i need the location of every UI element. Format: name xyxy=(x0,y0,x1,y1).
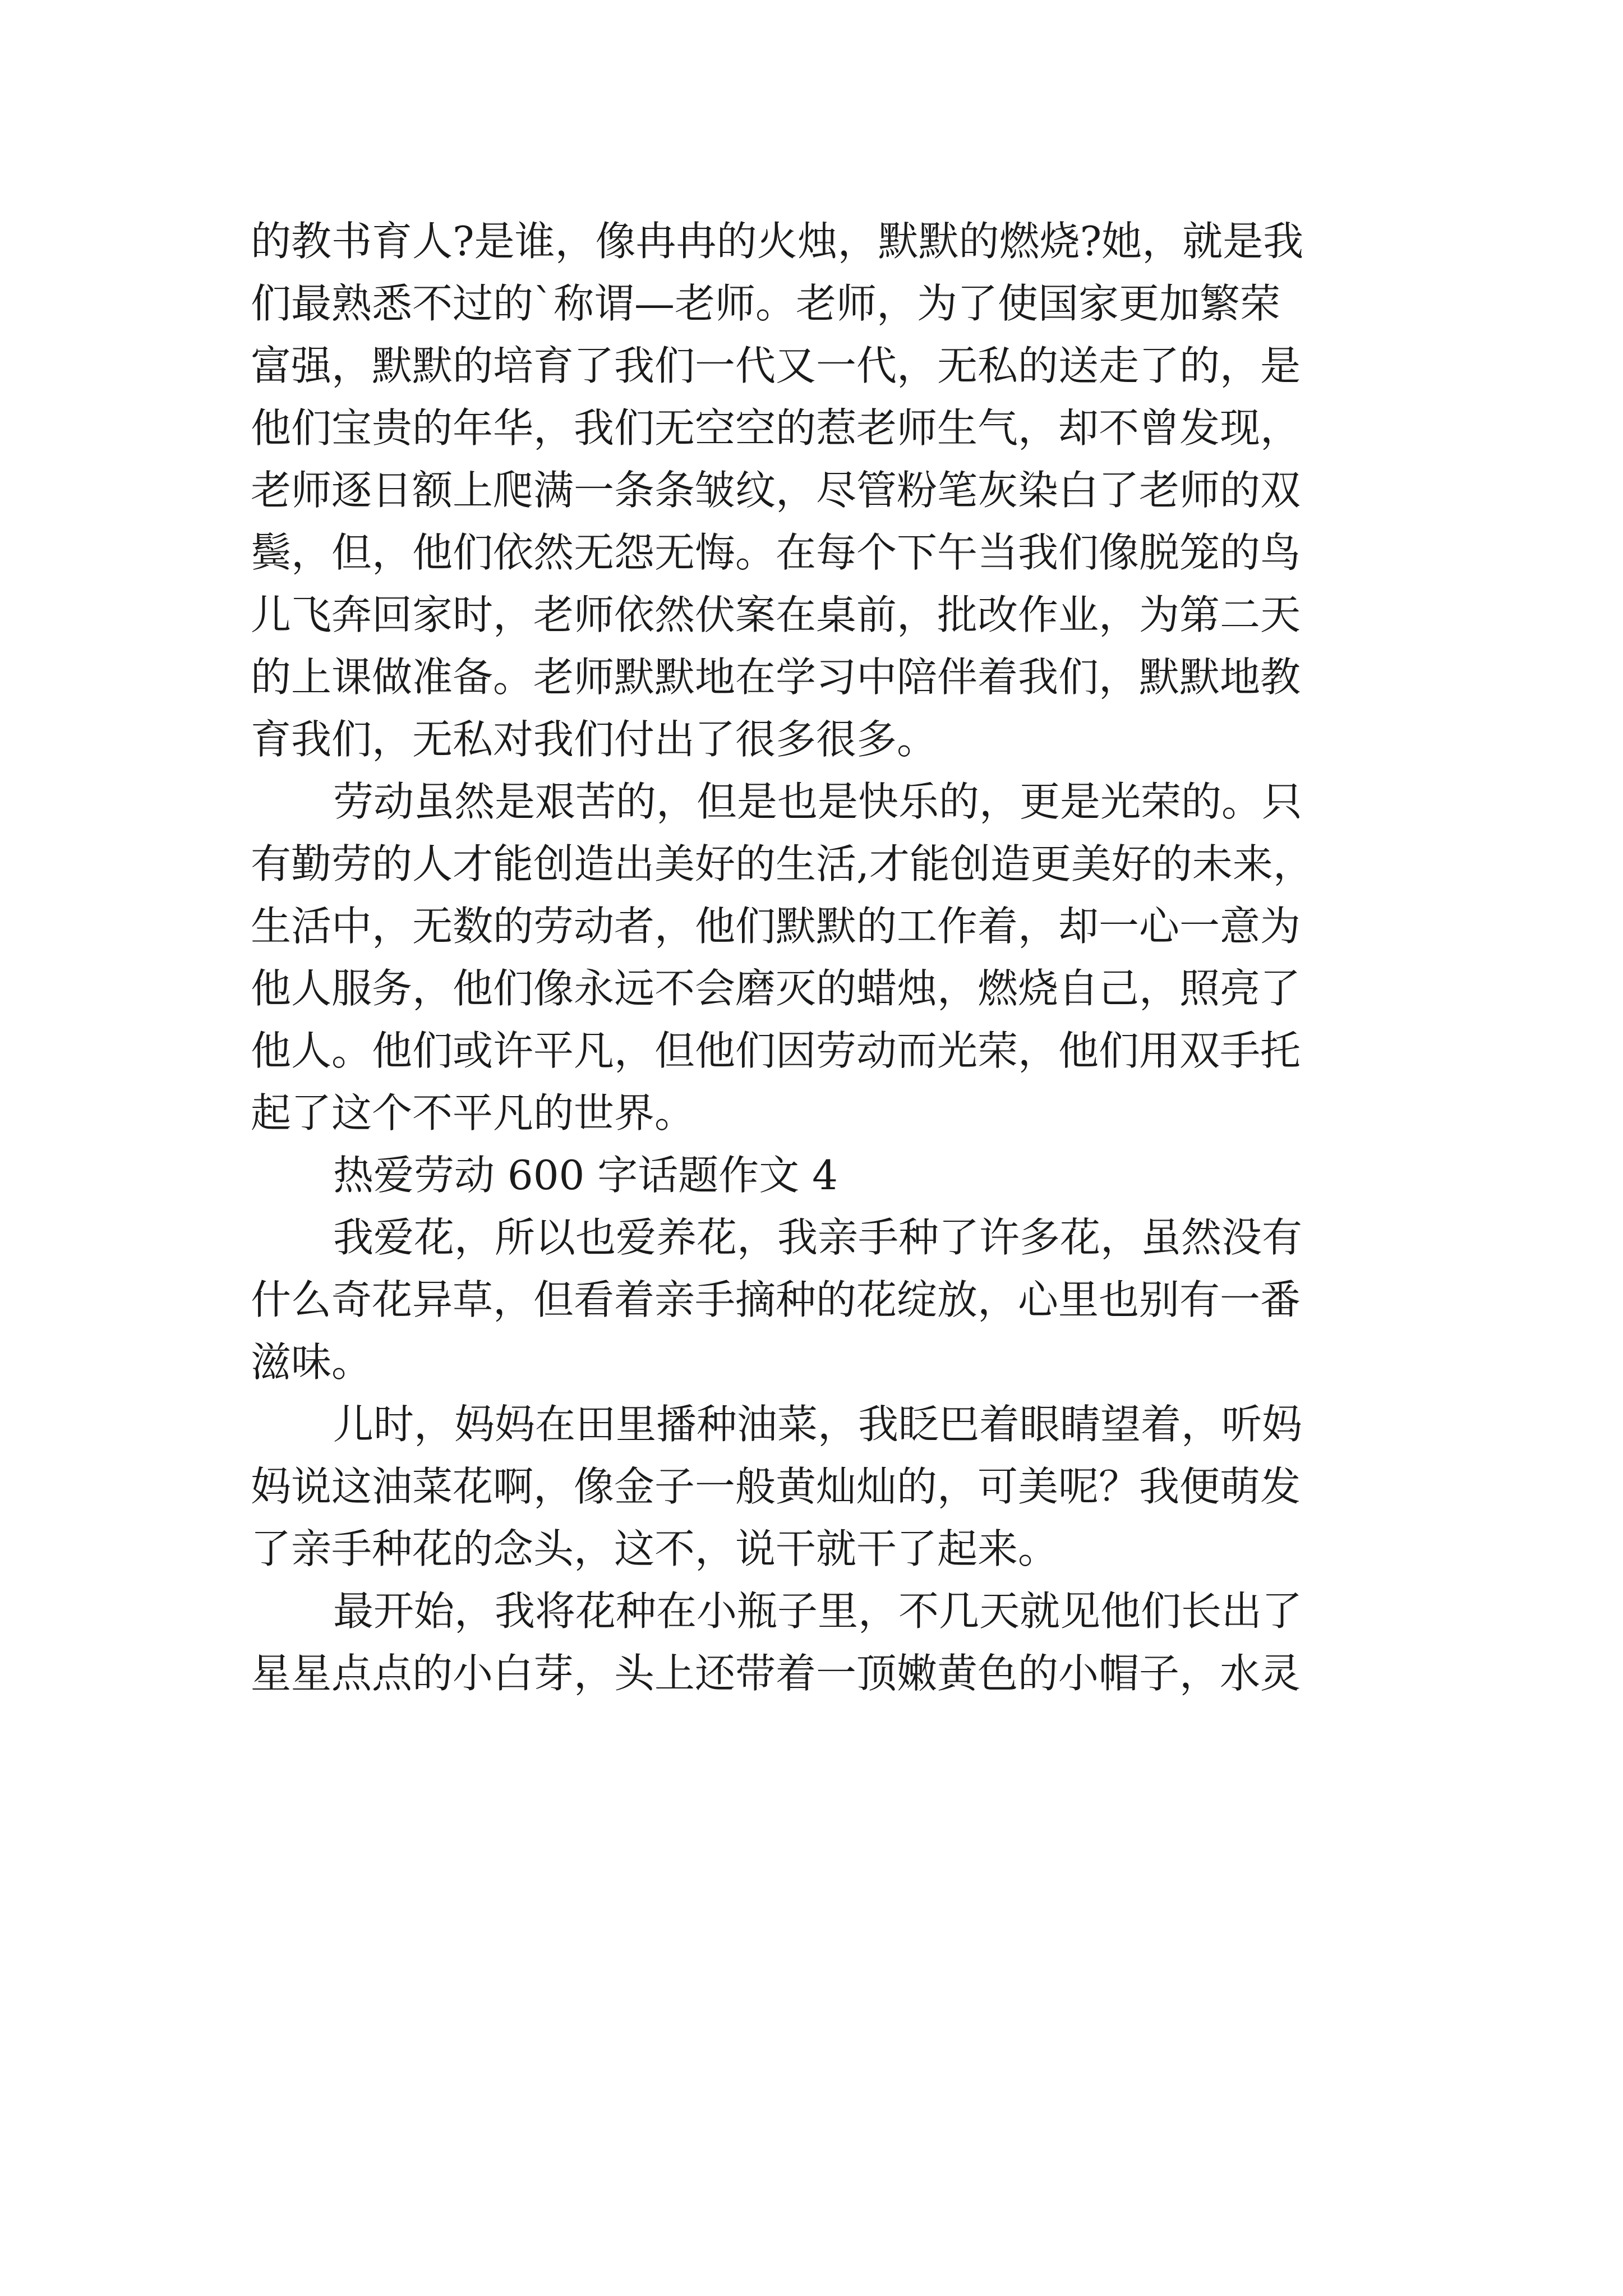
text-line xyxy=(0,397,1623,459)
line-text: 妈说这油菜花啊，像金子一般黄灿灿的，可美呢？我便萌发 xyxy=(251,1463,1301,1510)
line-text: 们最熟悉不过的`称谓—老师。老师，为了使国家更加繁荣 xyxy=(251,280,1281,327)
text-line xyxy=(0,1082,1623,1144)
line-text: 老师逐日额上爬满一条条皱纹，尽管粉笔灰染白了老师的双 xyxy=(251,467,1301,514)
text-line xyxy=(0,1456,1623,1517)
line-text: 富强，默默的培育了我们一代又一代，无私的送走了的，是 xyxy=(251,342,1301,389)
text-line xyxy=(0,895,1623,957)
line-text: 儿飞奔回家时，老师依然伏案在桌前，批改作业，为第二天 xyxy=(251,591,1301,638)
line-text: 育我们，无私对我们付出了很多很多。 xyxy=(251,716,938,763)
line-text: 的教书育人?是谁，像冉冉的火烛，默默的燃烧?她，就是我 xyxy=(251,218,1304,265)
text-line xyxy=(0,1642,1623,1704)
text-line xyxy=(0,584,1623,646)
section-heading: 热爱劳动 600 字话题作文 4 xyxy=(333,1152,838,1199)
line-text: 儿时，妈妈在田里播种油菜，我眨巴着眼睛望着，听妈 xyxy=(333,1401,1303,1448)
line-text: 他人。他们或许平凡，但他们因劳动而光荣，他们用双手托 xyxy=(251,1027,1301,1074)
text-line xyxy=(0,1269,1623,1331)
line-text: 起了这个不平凡的世界。 xyxy=(251,1089,695,1137)
text-line xyxy=(0,1393,1623,1455)
text-line xyxy=(0,833,1623,895)
line-text: 了亲手种花的念头，这不，说干就干了起来。 xyxy=(251,1525,1059,1572)
line-text: 滋味。 xyxy=(251,1338,372,1386)
line-text: 有勤劳的人才能创造出美好的生活,才能创造更美好的未来， xyxy=(251,840,1313,887)
text-line xyxy=(0,273,1623,334)
line-text: 劳动虽然是艰苦的，但是也是快乐的，更是光荣的。只 xyxy=(333,778,1303,825)
text-line xyxy=(0,646,1623,708)
text-line xyxy=(0,958,1623,1019)
text-line xyxy=(0,1020,1623,1082)
line-text: 我爱花，所以也爱养花，我亲手种了许多花，虽然没有 xyxy=(333,1214,1303,1261)
line-text: 生活中，无数的劳动者，他们默默的工作着，却一心一意为 xyxy=(251,903,1301,950)
text-line xyxy=(0,1331,1623,1393)
text-line xyxy=(0,1518,1623,1580)
line-text: 他人服务，他们像永远不会磨灭的蜡烛，燃烧自己，照亮了 xyxy=(251,965,1301,1012)
line-text: 鬓，但，他们依然无怨无悔。在每个下午当我们像脱笼的鸟 xyxy=(251,529,1301,576)
line-text: 他们宝贵的年华，我们无空空的惹老师生气，却不曾发现， xyxy=(251,404,1301,452)
text-line xyxy=(0,1580,1623,1642)
line-text: 什么奇花异草，但看着亲手摘种的花绽放，心里也别有一番 xyxy=(251,1276,1301,1323)
line-text: 星星点点的小白芽，头上还带着一顶嫩黄色的小帽子，水灵 xyxy=(251,1650,1301,1697)
text-line xyxy=(0,1207,1623,1268)
text-line xyxy=(0,210,1623,272)
line-text: 的上课做准备。老师默默地在学习中陪伴着我们，默默地教 xyxy=(251,654,1301,701)
text-line xyxy=(0,771,1623,832)
text-line xyxy=(0,522,1623,583)
line-text: 最开始，我将花种在小瓶子里，不几天就见他们长出了 xyxy=(333,1588,1303,1635)
text-line xyxy=(0,459,1623,521)
text-line xyxy=(0,335,1623,397)
text-line xyxy=(0,1144,1623,1206)
text-line xyxy=(0,708,1623,770)
